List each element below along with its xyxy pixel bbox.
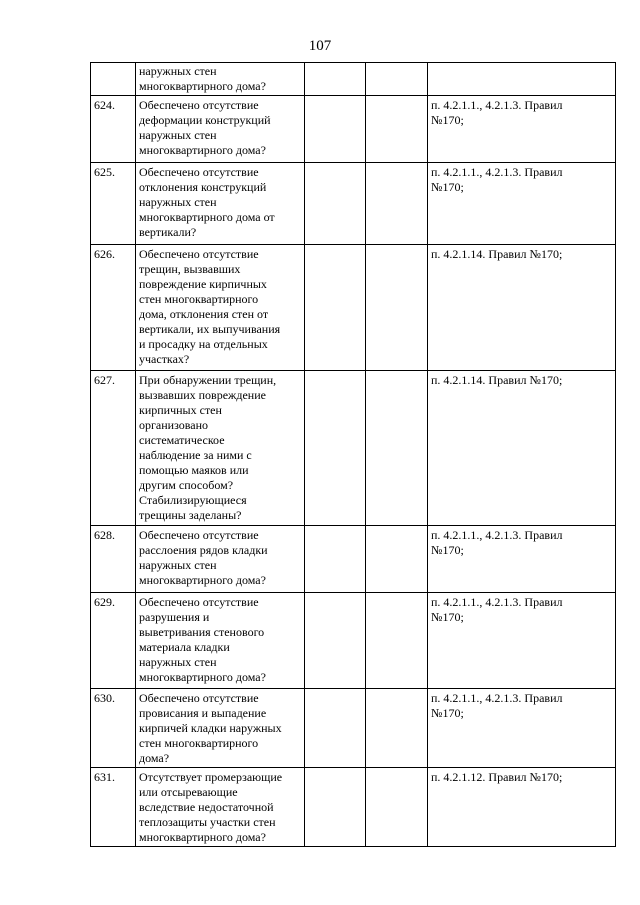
cell-reference (428, 96, 616, 163)
cell-question (136, 689, 305, 768)
cell-answer-no (366, 689, 428, 768)
cell-number (91, 96, 136, 163)
table-row (91, 245, 616, 371)
question-text: Отсутствует промерзающие или отсыревающие вследствие недостаточной теплозащиты участки стен многоквартирного дома? (139, 770, 283, 844)
cell-answer-yes (305, 593, 366, 689)
cell-answer-yes (305, 768, 366, 847)
cell-question (136, 96, 305, 163)
cell-answer-no (366, 163, 428, 245)
reference-text: п. 4.2.1.1., 4.2.1.3. Правил №170; (431, 98, 563, 127)
cell-answer-yes (305, 689, 366, 768)
table-row-continuation (91, 63, 616, 96)
cell-question (136, 768, 305, 847)
cell-number (91, 245, 136, 371)
reference-text: п. 4.2.1.14. Правил №170; (431, 247, 563, 261)
cell-question (136, 163, 305, 245)
item-number: 626. (94, 247, 115, 261)
item-number: 631. (94, 770, 115, 784)
question-text: Обеспечено отсутствие деформации конструкций наружных стен многоквартирного дома? (139, 98, 271, 157)
cell-reference (428, 371, 616, 526)
item-number: 624. (94, 98, 115, 112)
cell-reference (428, 768, 616, 847)
cell-reference (428, 163, 616, 245)
item-number: 629. (94, 595, 115, 609)
table-row (91, 526, 616, 593)
cell-question (136, 526, 305, 593)
checklist-table (90, 62, 616, 847)
reference-text: п. 4.2.1.1., 4.2.1.3. Правил №170; (431, 595, 563, 624)
cell-number (91, 526, 136, 593)
table-row (91, 163, 616, 245)
table-row (91, 371, 616, 526)
cell-number (91, 689, 136, 768)
reference-text: п. 4.2.1.1., 4.2.1.3. Правил №170; (431, 691, 563, 720)
cell-answer-yes (305, 63, 366, 96)
table-row (91, 768, 616, 847)
table-row (91, 96, 616, 163)
question-text: Обеспечено отсутствие разрушения и выветривания стенового материала кладки наружных стен многоквартирного дома? (139, 595, 266, 684)
cell-answer-yes (305, 371, 366, 526)
item-number: 628. (94, 528, 115, 542)
cell-answer-no (366, 526, 428, 593)
cell-number (91, 371, 136, 526)
cell-answer-yes (305, 245, 366, 371)
question-text: Обеспечено отсутствие отклонения конструкций наружных стен многоквартирного дома от вертикали? (139, 165, 275, 239)
table-row (91, 593, 616, 689)
cell-answer-no (366, 593, 428, 689)
cell-answer-yes (305, 96, 366, 163)
cell-question (136, 371, 305, 526)
cell-reference (428, 526, 616, 593)
reference-text: п. 4.2.1.1., 4.2.1.3. Правил №170; (431, 528, 563, 557)
cell-answer-no (366, 96, 428, 163)
cell-reference (428, 593, 616, 689)
question-text: При обнаружении трещин, вызвавших повреждение кирпичных стен организовано систематическое наблюдение за ними с помощью маяков или другим способом? Стабилизирующиеся трещины заделаны? (139, 373, 277, 522)
cell-answer-yes (305, 526, 366, 593)
cell-question (136, 63, 305, 96)
question-text: наружных стен многоквартирного дома? (139, 64, 266, 93)
cell-reference (428, 63, 616, 96)
cell-answer-no (366, 63, 428, 96)
item-number: 630. (94, 691, 115, 705)
question-text: Обеспечено отсутствие расслоения рядов кладки наружных стен многоквартирного дома? (139, 528, 268, 587)
question-text: Обеспечено отсутствие провисания и выпадение кирпичей кладки наружных стен многоквартирного дома? (139, 691, 282, 765)
item-number: 625. (94, 165, 115, 179)
cell-question (136, 593, 305, 689)
cell-answer-no (366, 768, 428, 847)
page-number: 107 (308, 38, 332, 54)
reference-text: п. 4.2.1.14. Правил №170; (431, 373, 563, 387)
table-row (91, 689, 616, 768)
cell-number (91, 593, 136, 689)
cell-number (91, 63, 136, 96)
checklist-table-body (91, 63, 616, 847)
cell-number (91, 163, 136, 245)
cell-reference (428, 689, 616, 768)
cell-answer-no (366, 245, 428, 371)
question-text: Обеспечено отсутствие трещин, вызвавших повреждение кирпичных стен многоквартирного дома, отклонения стен от вертикали, их выпучивания и просадку на отдельных участках? (139, 247, 281, 366)
cell-answer-yes (305, 163, 366, 245)
cell-number (91, 768, 136, 847)
cell-answer-no (366, 371, 428, 526)
cell-reference (428, 245, 616, 371)
reference-text: п. 4.2.1.1., 4.2.1.3. Правил №170; (431, 165, 563, 194)
item-number: 627. (94, 373, 115, 387)
cell-question (136, 245, 305, 371)
reference-text: п. 4.2.1.12. Правил №170; (431, 770, 563, 784)
